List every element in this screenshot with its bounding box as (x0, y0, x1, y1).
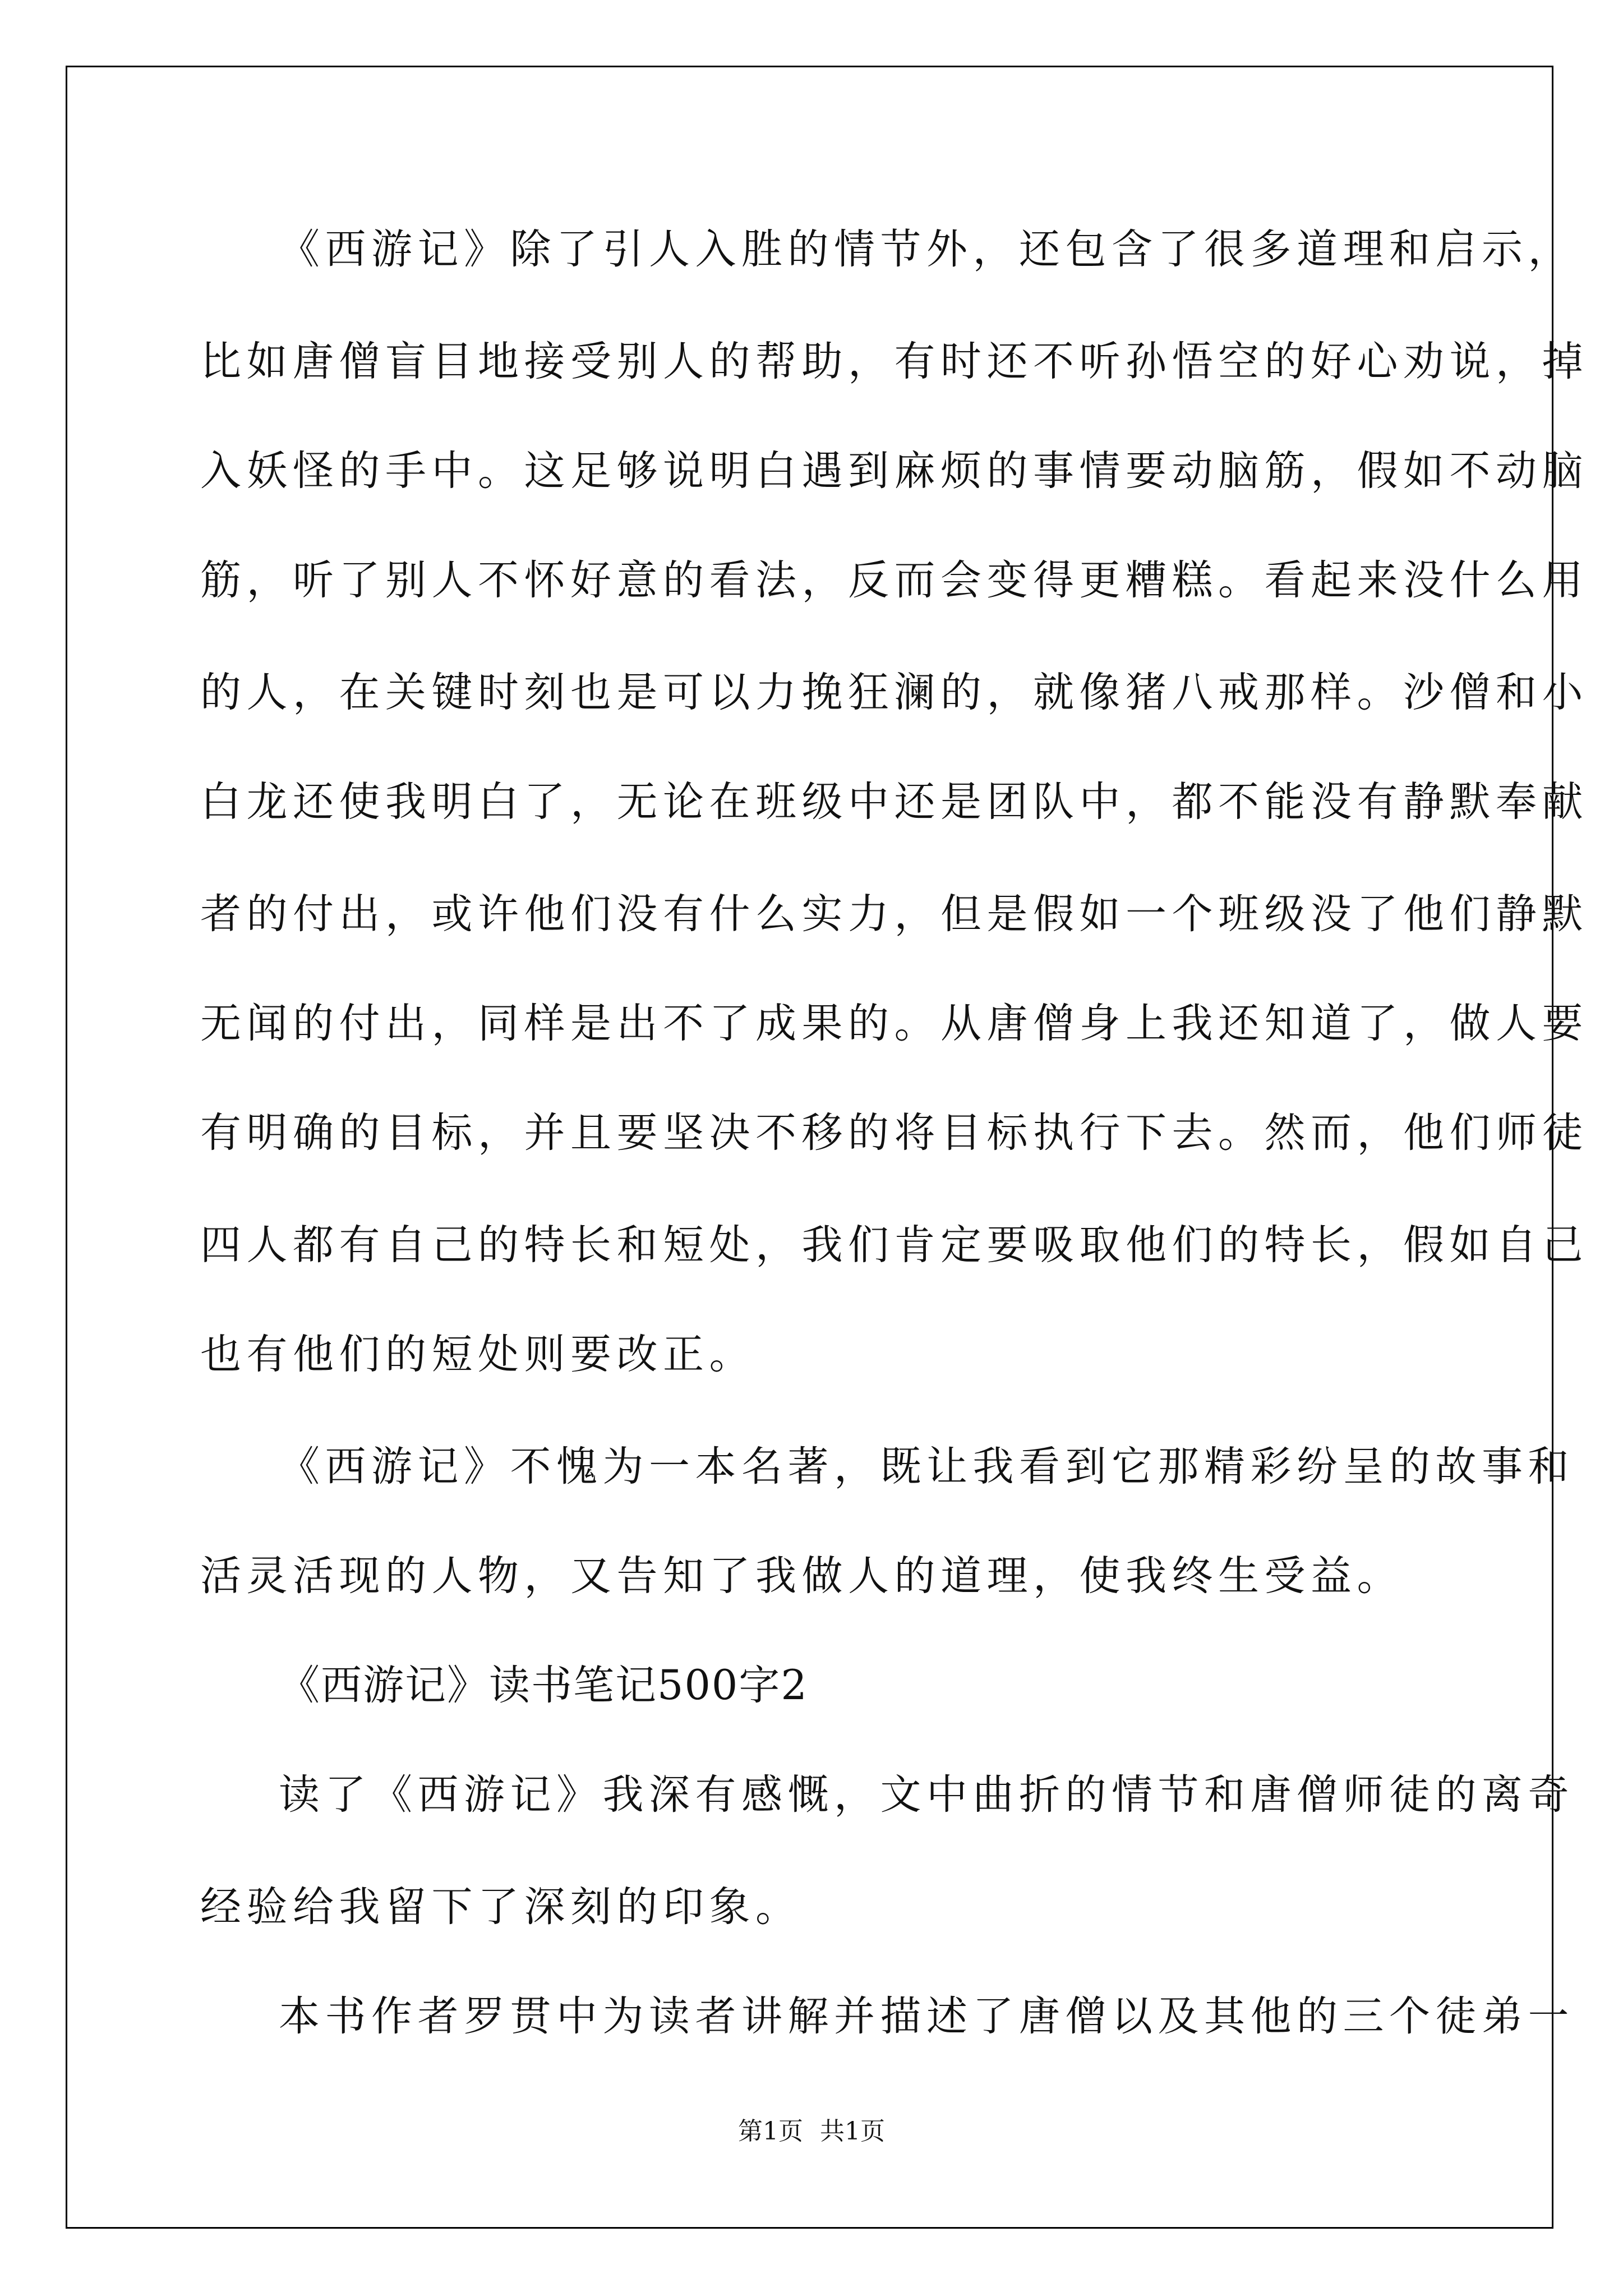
paragraph-line: 也有他们的短处则要改正。 (200, 1331, 755, 1378)
paragraph-line: 活灵活现的人物，又告知了我做人的道理，使我终生受益。 (200, 1552, 1403, 1600)
paragraph-line: 有明确的目标，并且要坚决不移的将目标执行下去。然而，他们师徒 (200, 1109, 1588, 1157)
paragraph-line: 本书作者罗贯中为读者讲解并描述了唐僧以及其他的三个徒弟一 (279, 1993, 1574, 2040)
page-number-total: 共1页 (820, 2117, 885, 2146)
paragraph-line: 无闻的付出，同样是出不了成果的。从唐僧身上我还知道了，做人要 (200, 1000, 1588, 1047)
paragraph-line: 者的付出，或许他们没有什么实力，但是假如一个班级没了他们静默 (200, 890, 1588, 938)
paragraph-line: 读了《西游记》我深有感慨，文中曲折的情节和唐僧师徒的离奇 (279, 1771, 1574, 1819)
section-title: 《西游记》读书笔记500字2 (279, 1662, 808, 1709)
paragraph-line: 经验给我留下了深刻的印象。 (200, 1883, 802, 1931)
paragraph-line: 入妖怪的手中。这足够说明白遇到麻烦的事情要动脑筋，假如不动脑 (200, 447, 1588, 495)
paragraph-line: 白龙还使我明白了，无论在班级中还是团队中，都不能没有静默奉献 (200, 778, 1588, 826)
page-number-current: 第1页 (738, 2117, 803, 2146)
paragraph-line: 《西游记》除了引人入胜的情节外，还包含了很多道理和启示， (279, 226, 1574, 273)
paragraph-line: 四人都有自己的特长和短处，我们肯定要吸取他们的特长，假如自己 (200, 1221, 1588, 1269)
paragraph-line: 的人，在关键时刻也是可以力挽狂澜的，就像猪八戒那样。沙僧和小 (200, 669, 1588, 716)
paragraph-line: 比如唐僧盲目地接受别人的帮助，有时还不听孙悟空的好心劝说，掉 (200, 338, 1588, 385)
page-footer (0, 2115, 1623, 2148)
paragraph-line: 《西游记》不愧为一本名著，既让我看到它那精彩纷呈的故事和 (279, 1443, 1574, 1490)
paragraph-line: 筋，听了别人不怀好意的看法，反而会变得更糟糕。看起来没什么用 (200, 556, 1588, 604)
